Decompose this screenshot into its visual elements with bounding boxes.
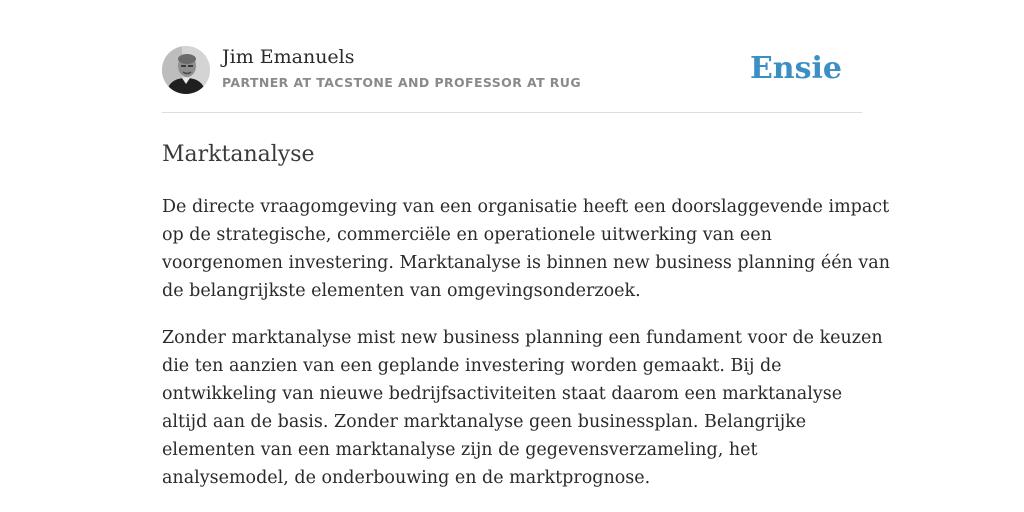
article-title: Marktanalyse [162,142,315,167]
article-paragraph-1 [162,193,890,305]
paragraph-line: voorgenomen investering. Marktanalyse is binnen new business planning één van [162,253,890,273]
paragraph-line: De directe vraagomgeving van een organisatie heeft een doorslaggevende impact [162,197,890,217]
paragraph-line: die ten aanzien van een geplande investering worden gemaakt. Bij de [162,356,782,376]
author-header [162,44,862,113]
avatar-portrait-icon [162,46,210,94]
article-card [162,44,890,492]
author-name[interactable]: Jim Emanuels [222,46,355,68]
paragraph-line: Zonder marktanalyse mist new business planning een fundament voor de keuzen [162,328,883,348]
paragraph-line: altijd aan de basis. Zonder marktanalyse geen businessplan. Belangrijke [162,412,807,432]
paragraph-line: op de strategische, commerciële en operationele uitwerking van een [162,225,772,245]
author-avatar[interactable] [162,46,210,94]
paragraph-line: de belangrijkste elementen van omgevingsonderzoek. [162,281,641,301]
paragraph-line: elementen van een marktanalyse zijn de gegevensverzameling, het [162,440,758,460]
paragraph-line: ontwikkeling van nieuwe bedrijfsactiviteiten staat daarom een marktanalyse [162,384,843,404]
article-paragraph-2 [162,324,883,492]
brand-logo[interactable]: Ensie [749,51,842,86]
paragraph-line: analysemodel, de onderbouwing en de marktprognose. [162,468,651,488]
author-role: PARTNER AT TACSTONE AND PROFESSOR AT RUG [222,75,581,90]
